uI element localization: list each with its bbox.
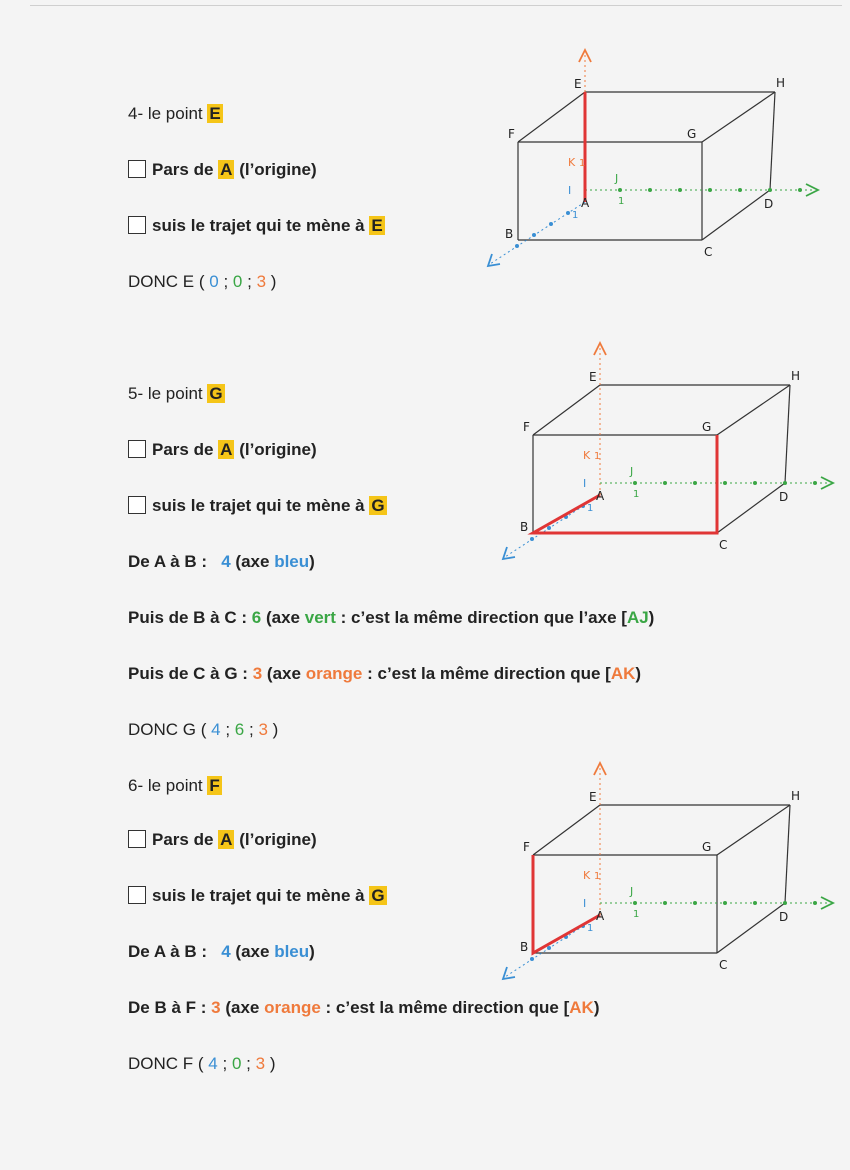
segment-label: AK: [569, 998, 594, 1017]
section-5-result: [128, 720, 278, 740]
move-rest: ): [309, 942, 315, 961]
axis-x-tick: [549, 222, 553, 226]
axis-open: (axe: [225, 998, 260, 1017]
vertex-label-c: C: [719, 538, 728, 552]
label-k-one: 1: [579, 158, 586, 169]
vertex-label-b: B: [520, 940, 529, 954]
target-highlight: G: [371, 886, 385, 905]
vertex-label-h: H: [791, 789, 801, 803]
vertex-label-a: A: [596, 909, 605, 923]
move-prefix: Puis de C à G :: [128, 664, 248, 683]
title-prefix: 6- le point: [128, 776, 203, 795]
edge-hd: [785, 805, 790, 903]
move-end: ): [593, 998, 600, 1017]
section-6-move-2: [128, 998, 600, 1018]
move-prefix: De A à B :: [128, 942, 208, 961]
coord-y: 0: [232, 272, 243, 291]
vertex-label-g: G: [687, 127, 697, 141]
vertex-label-d: D: [779, 490, 789, 504]
section-6-step-2: [128, 886, 387, 906]
move-rest: ): [309, 552, 315, 571]
axis-x-tick: [547, 946, 551, 950]
move-value: 4: [221, 552, 231, 571]
section-6-step-1: [128, 830, 317, 850]
label-k: K: [583, 869, 591, 882]
move-prefix: De A à B :: [128, 552, 208, 571]
move-rest: : c’est la même direction que l’axe [: [340, 608, 627, 627]
step-text: suis le trajet qui te mène à: [152, 216, 365, 235]
checkbox[interactable]: [128, 830, 146, 848]
cuboid-diagram-point-f: [495, 755, 840, 985]
axis-y-tick: [783, 901, 787, 905]
axis-open: (axe: [235, 942, 270, 961]
edge-gh: [717, 805, 790, 855]
title-prefix: 5- le point: [128, 384, 203, 403]
vertex-label-b: B: [520, 520, 529, 534]
move-rest: : c’est la même direction que [: [367, 664, 611, 683]
point-highlight: G: [209, 384, 223, 403]
vertex-label-g: G: [702, 840, 712, 854]
section-6-title: [128, 776, 222, 796]
edge-hd: [785, 385, 790, 483]
section-5-title: [128, 384, 225, 404]
cuboid-diagram-point-g: [495, 335, 840, 570]
label-i-one: 1: [572, 210, 579, 221]
axis-y-tick: [693, 901, 697, 905]
axis-y-tick: [813, 901, 817, 905]
section-5-move-1: [128, 552, 315, 572]
label-j: J: [630, 885, 634, 898]
label-i-one: 1: [587, 923, 594, 934]
move-end: ): [635, 664, 642, 683]
label-j-one: 1: [633, 909, 640, 920]
separator: ;: [223, 272, 229, 291]
axis-color: vert: [304, 608, 336, 627]
label-k-one: 1: [594, 871, 601, 882]
edge-fe: [533, 385, 600, 435]
vertex-label-c: C: [704, 245, 713, 259]
move-value: 6: [251, 608, 262, 627]
coord-z: 3: [255, 1054, 266, 1073]
step-suffix: (l’origine): [239, 830, 317, 849]
axis-y-tick: [633, 481, 637, 485]
axis-y-tick: [798, 188, 802, 192]
axis-y-tick: [633, 901, 637, 905]
axis-color: bleu: [274, 552, 310, 571]
axis-y-tick: [753, 901, 757, 905]
segment-label: AJ: [626, 608, 649, 627]
label-k-one: 1: [594, 451, 601, 462]
edge-gh: [717, 385, 790, 435]
coord-x: 0: [209, 272, 219, 291]
donc-prefix: DONC F (: [128, 1054, 204, 1073]
axis-y-tick: [813, 481, 817, 485]
close-paren: ): [270, 272, 277, 291]
target-highlight: E: [371, 216, 383, 235]
axis-x-arrow-icon: [488, 254, 500, 266]
vertex-label-e: E: [589, 790, 597, 804]
vertex-label-e: E: [589, 370, 597, 384]
axis-color: orange: [305, 664, 363, 683]
donc-prefix: DONC G (: [128, 720, 207, 739]
coord-x: 4: [208, 1054, 218, 1073]
move-value: 3: [211, 998, 221, 1017]
axis-x-tick: [566, 211, 570, 215]
axis-y-tick: [648, 188, 652, 192]
checkbox[interactable]: [128, 440, 146, 458]
separator: ;: [249, 720, 254, 739]
checkbox[interactable]: [128, 496, 146, 514]
step-text: Pars de: [152, 830, 214, 849]
label-k: K: [583, 449, 591, 462]
section-6-result: [128, 1054, 276, 1074]
move-prefix: Puis de B à C :: [128, 608, 248, 627]
origin-highlight: A: [220, 440, 233, 459]
axis-color: orange: [264, 998, 321, 1017]
checkbox[interactable]: [128, 160, 146, 178]
axis-y-tick: [663, 901, 667, 905]
separator: ;: [246, 1054, 251, 1073]
origin-highlight: A: [220, 160, 233, 179]
section-4-step-1: [128, 160, 317, 180]
section-5-step-2: [128, 496, 387, 516]
segment-label: AK: [610, 664, 636, 683]
axis-open: (axe: [265, 608, 300, 627]
axis-y-tick: [723, 481, 727, 485]
vertex-label-d: D: [764, 197, 774, 211]
move-end: ): [648, 608, 655, 627]
vertex-label-a: A: [596, 489, 605, 503]
axis-y-tick: [783, 481, 787, 485]
close-paren: ): [269, 1054, 276, 1073]
checkbox[interactable]: [128, 216, 146, 234]
axis-x-tick: [515, 244, 519, 248]
axis-y-tick: [618, 188, 622, 192]
vertex-label-e: E: [574, 77, 582, 91]
coord-z: 3: [258, 720, 268, 739]
label-j: J: [630, 465, 634, 478]
section-4-step-2: [128, 216, 385, 236]
vertex-label-h: H: [776, 76, 786, 90]
section-5-step-1: [128, 440, 317, 460]
point-highlight: E: [209, 104, 221, 123]
donc-prefix: DONC E (: [128, 272, 205, 291]
axis-open: (axe: [235, 552, 270, 571]
edge-fe: [533, 805, 600, 855]
target-highlight: G: [371, 496, 385, 515]
origin-highlight: A: [220, 830, 233, 849]
vertex-label-f: F: [508, 127, 515, 141]
label-i: I: [583, 477, 587, 490]
edge-fe: [518, 92, 585, 142]
separator: ;: [247, 272, 252, 291]
axis-y-tick: [723, 901, 727, 905]
move-value: 4: [221, 942, 231, 961]
checkbox[interactable]: [128, 886, 146, 904]
step-text: Pars de: [152, 160, 214, 179]
axis-x-arrow-icon: [503, 967, 515, 979]
step-text: suis le trajet qui te mène à: [152, 886, 365, 905]
vertex-label-b: B: [505, 227, 514, 241]
axis-y-tick: [663, 481, 667, 485]
vertex-label-c: C: [719, 958, 728, 972]
vertex-label-f: F: [523, 840, 530, 854]
vertex-label-d: D: [779, 910, 789, 924]
axis-y-tick: [708, 188, 712, 192]
vertex-label-g: G: [702, 420, 712, 434]
step-suffix: (l’origine): [239, 440, 317, 459]
label-k: K: [568, 156, 576, 169]
close-paren: ): [272, 720, 279, 739]
separator: ;: [225, 720, 231, 739]
step-suffix: (l’origine): [239, 160, 317, 179]
edge-cd: [717, 483, 785, 533]
axis-y-tick: [753, 481, 757, 485]
label-j-one: 1: [618, 196, 625, 207]
label-j-one: 1: [633, 489, 640, 500]
axis-x-tick: [530, 957, 534, 961]
section-4-title: [128, 104, 223, 124]
cuboid-diagram-point-e: [480, 42, 830, 272]
section-5-move-2: [128, 608, 654, 628]
label-i-one: 1: [587, 503, 594, 514]
coord-x: 4: [211, 720, 221, 739]
move-prefix: De B à F :: [128, 998, 207, 1017]
page-edge: [30, 5, 842, 6]
vertex-label-f: F: [523, 420, 530, 434]
separator: ;: [222, 1054, 228, 1073]
point-highlight: F: [209, 776, 220, 795]
section-5-move-3: [128, 664, 641, 684]
coord-z: 3: [256, 272, 267, 291]
coord-y: 0: [231, 1054, 242, 1073]
edge-cd: [717, 903, 785, 953]
axis-y-tick: [768, 188, 772, 192]
edge-cd: [702, 190, 770, 240]
red-path-a-b-c-g: [533, 435, 717, 533]
vertex-label-h: H: [791, 369, 801, 383]
edge-hd: [770, 92, 775, 190]
title-prefix: 4- le point: [128, 104, 203, 123]
coord-y: 6: [234, 720, 245, 739]
move-value: 3: [252, 664, 263, 683]
axis-x-tick: [532, 233, 536, 237]
label-i: I: [583, 897, 587, 910]
axis-x-tick: [547, 526, 551, 530]
axis-color: bleu: [274, 942, 310, 961]
section-4-result: [128, 272, 276, 292]
step-text: Pars de: [152, 440, 214, 459]
axis-x-tick: [530, 537, 534, 541]
section-6-move-1: [128, 942, 315, 962]
axis-y-tick: [693, 481, 697, 485]
edge-gh: [702, 92, 775, 142]
axis-y-tick: [738, 188, 742, 192]
axis-y-tick: [678, 188, 682, 192]
move-rest: : c’est la même direction que [: [325, 998, 570, 1017]
step-text: suis le trajet qui te mène à: [152, 496, 365, 515]
axis-open: (axe: [266, 664, 301, 683]
axis-x-arrow-icon: [503, 547, 515, 559]
label-j: J: [615, 172, 619, 185]
label-i: I: [568, 184, 572, 197]
vertex-label-a: A: [581, 196, 590, 210]
